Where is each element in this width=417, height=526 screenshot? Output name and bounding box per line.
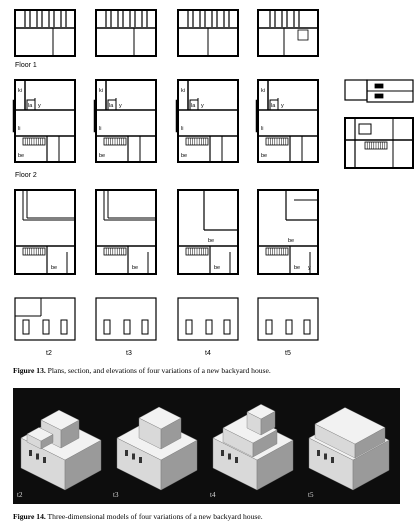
room-label-kitchen: ki bbox=[99, 88, 103, 94]
room-label-bedroom: be bbox=[99, 153, 106, 159]
elevation-window bbox=[61, 320, 67, 334]
model-window bbox=[139, 457, 142, 463]
model-window bbox=[331, 457, 334, 463]
model-window bbox=[36, 454, 39, 460]
room-label-closet: y bbox=[281, 103, 284, 109]
figure-13-caption-text: Plans, section, and elevations of four variations of a new backyard house. bbox=[45, 366, 271, 375]
room-label-bedroom: be bbox=[51, 265, 58, 271]
room-label-living: li bbox=[99, 126, 102, 132]
floor2-ext bbox=[13, 100, 15, 132]
model-window bbox=[235, 457, 238, 463]
model-window bbox=[125, 450, 128, 456]
section-window bbox=[375, 84, 383, 88]
floor2-outline bbox=[178, 80, 238, 162]
section-roof-volume bbox=[345, 80, 367, 100]
figure-14-caption-text: Three-dimensional models of four variations of a new backyard house. bbox=[45, 512, 263, 521]
room-label-living: li bbox=[18, 126, 21, 132]
column-label-t5: t5 bbox=[285, 350, 291, 357]
elevation-window bbox=[206, 320, 212, 334]
elevation-window bbox=[286, 320, 292, 334]
room-label-bedroom: be bbox=[294, 265, 301, 271]
floor1-outline bbox=[258, 10, 318, 56]
room-label-bedroom: be bbox=[18, 153, 25, 159]
roof-outline bbox=[96, 190, 156, 274]
elevation-window bbox=[186, 320, 192, 334]
room-label-laundry: la bbox=[191, 103, 196, 109]
floor2-ext bbox=[256, 100, 258, 132]
model-window bbox=[132, 454, 135, 460]
room-label-closet: y bbox=[201, 103, 204, 109]
roof-outline bbox=[178, 190, 238, 274]
model-label-t3: t3 bbox=[113, 491, 119, 499]
figure-14-model-photo bbox=[13, 388, 400, 504]
room-label-closet: y bbox=[38, 103, 41, 109]
elevation-window bbox=[23, 320, 29, 334]
room-label-bedroom: be bbox=[132, 265, 139, 271]
room-label-bedroom: be bbox=[214, 265, 221, 271]
column-label-t3: t3 bbox=[126, 350, 132, 357]
section-room bbox=[359, 124, 371, 134]
figure-14-caption-label: Figure 14. bbox=[13, 512, 46, 521]
figure-13-caption-label: Figure 13. bbox=[13, 366, 46, 375]
room-label-bedroom: be bbox=[261, 153, 268, 159]
elevation-window bbox=[142, 320, 148, 334]
model-window bbox=[317, 450, 320, 456]
model-window bbox=[29, 450, 32, 456]
floor2-outline bbox=[258, 80, 318, 162]
model-label-t4: t4 bbox=[210, 491, 216, 499]
roof-outline bbox=[258, 190, 318, 274]
floor2-ext bbox=[176, 100, 178, 132]
room-label-laundry: la bbox=[271, 103, 276, 109]
room-label-bedroom: be bbox=[288, 238, 295, 244]
room-label-kitchen: ki bbox=[261, 88, 265, 94]
elevation-window bbox=[124, 320, 130, 334]
elevation-window bbox=[266, 320, 272, 334]
figure-13-caption bbox=[13, 366, 271, 375]
model-window bbox=[43, 457, 46, 463]
floor1-closet bbox=[298, 30, 308, 40]
room-label-kitchen: ki bbox=[181, 88, 185, 94]
room-label-laundry: la bbox=[109, 103, 114, 109]
model-label-t5: t5 bbox=[308, 491, 314, 499]
room-label-living: li bbox=[181, 126, 184, 132]
elevation-window bbox=[104, 320, 110, 334]
figure-14-models bbox=[13, 388, 400, 504]
floor2-outline bbox=[15, 80, 75, 162]
elevation-window bbox=[224, 320, 230, 334]
model-window bbox=[221, 450, 224, 456]
room-label-closet: y bbox=[119, 103, 122, 109]
floor2-outline bbox=[96, 80, 156, 162]
room-label-living: li bbox=[261, 126, 264, 132]
row-label-floor-2: Floor 2 bbox=[15, 172, 37, 179]
room-label-closet: y bbox=[308, 265, 311, 271]
figure-14-caption bbox=[13, 512, 263, 521]
elevation-window bbox=[304, 320, 310, 334]
model-window bbox=[324, 454, 327, 460]
elevation-window bbox=[43, 320, 49, 334]
model-window bbox=[228, 454, 231, 460]
column-label-t4: t4 bbox=[205, 350, 211, 357]
roof-outline bbox=[15, 190, 75, 274]
room-label-laundry: la bbox=[28, 103, 33, 109]
room-label-bedroom: be bbox=[181, 153, 188, 159]
section-window bbox=[375, 94, 383, 98]
column-label-t2: t2 bbox=[46, 350, 52, 357]
room-label-bedroom: be bbox=[208, 238, 215, 244]
model-label-t2: t2 bbox=[17, 491, 23, 499]
room-label-kitchen: ki bbox=[18, 88, 22, 94]
row-label-floor-1: Floor 1 bbox=[15, 62, 37, 69]
floor2-ext bbox=[94, 100, 96, 132]
